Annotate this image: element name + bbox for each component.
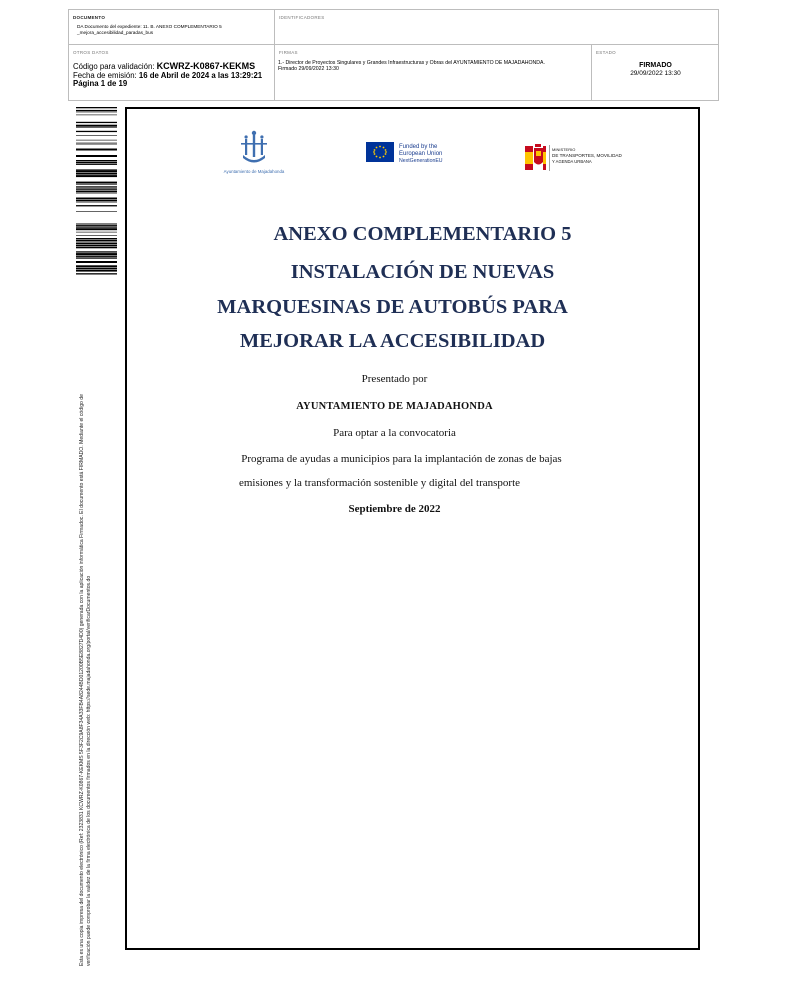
documento-text: DA Documento del expediente: 11. B. ANEXO COMPLEMENTARIO 5 _mejora_accesibilidad_paradas_bus xyxy=(77,24,222,35)
documento-cell xyxy=(69,10,275,45)
ministry-line3: Y AGENDA URBANA xyxy=(552,159,592,164)
presented-by: Presentado por xyxy=(361,373,428,385)
presenting-entity: AYUNTAMIENTO DE MAJADAHONDA xyxy=(296,401,493,412)
firmas-text xyxy=(278,60,590,73)
estado-date: 29/09/2022 13:30 xyxy=(630,70,681,77)
call-intro: Para optar a la convocatoria xyxy=(333,427,456,439)
identificadores-cell xyxy=(275,10,719,45)
eu-logo-line2: European Union xyxy=(399,151,443,157)
program-line-1: Programa de ayudas a municipios para la implantación de zonas de bajas xyxy=(241,453,562,465)
annex-heading: ANEXO COMPLEMENTARIO 5 xyxy=(273,223,572,245)
ministry-line2: DE TRANSPORTES, MOVILIDAD xyxy=(552,153,622,158)
ministry-line1: MINISTERIO xyxy=(552,147,576,152)
barcode-image xyxy=(76,107,117,279)
otros-datos-label: OTROS DATOS xyxy=(73,50,109,55)
cover-date: Septiembre de 2022 xyxy=(348,503,441,515)
codigo-prefix: Código para validación: xyxy=(73,62,155,71)
verification-note-line2: verificación puede comprobar la validez de la firma electrónica de los documentos firmados en la dirección web: https://sede.majadahonda.org/portal/verificarDocumentos.do xyxy=(85,575,92,966)
eu-logo-line3: NextGenerationEU xyxy=(399,158,443,164)
firmas-label: FIRMAS xyxy=(279,50,298,55)
program-line-2: emisiones y la transformación sostenible y digital del transporte xyxy=(238,477,521,489)
firma-date: Firmado 29/09/2022 13:30 xyxy=(278,66,339,73)
estado-value: FIRMADO xyxy=(639,62,672,69)
fecha-prefix: Fecha de emisión: xyxy=(73,70,137,80)
page-count: Página 1 de 19 xyxy=(73,79,128,88)
documento-label: DOCUMENTO xyxy=(73,15,106,20)
identificadores-label: IDENTIFICADORES xyxy=(279,15,325,20)
firma-signer: 1.- Director de Proyectos Singulares y Grandes Infraestructuras y Obras del AYUNTAMIENTO DE MAJADAHONDA. xyxy=(278,60,545,66)
emission-date: 16 de Abril de 2024 a las 13:29:21 xyxy=(138,70,263,80)
otros-datos-cell xyxy=(69,45,275,101)
ayuntamiento-logo-text: Ayuntamiento de Majadahonda xyxy=(223,169,285,174)
estado-label: ESTADO xyxy=(596,50,616,55)
verification-note xyxy=(79,286,93,966)
title-line-3: MEJORAR LA ACCESIBILIDAD xyxy=(239,330,546,352)
cover-page xyxy=(125,107,700,950)
eu-logo-line1: Funded by the xyxy=(399,144,438,150)
estado-cell xyxy=(592,45,719,101)
validation-code: KCWRZ-K0867-KEKMS xyxy=(156,61,256,71)
title-line-1: INSTALACIÓN DE NUEVAS xyxy=(290,261,555,283)
eu-funding-logo xyxy=(366,140,466,166)
verification-note-line1: Esta es una copia impresa del documento electrónico (Ref: 2323831 KCWRZ-K0867-KEKMS 5F3F2C9A8F34A33FB4A8244BD01200B5E8827D4D0) generada con la aplicación informática Firmadoc. El documento está FIRMADO. Mediante el código de xyxy=(79,394,85,966)
otros-datos-values xyxy=(73,62,262,89)
title-line-2: MARQUESINAS DE AUTOBÚS PARA xyxy=(217,296,568,318)
ministry-logo xyxy=(523,142,621,174)
document-metadata-table xyxy=(68,9,719,101)
firmas-cell xyxy=(275,45,592,101)
ayuntamiento-logo xyxy=(223,129,285,179)
